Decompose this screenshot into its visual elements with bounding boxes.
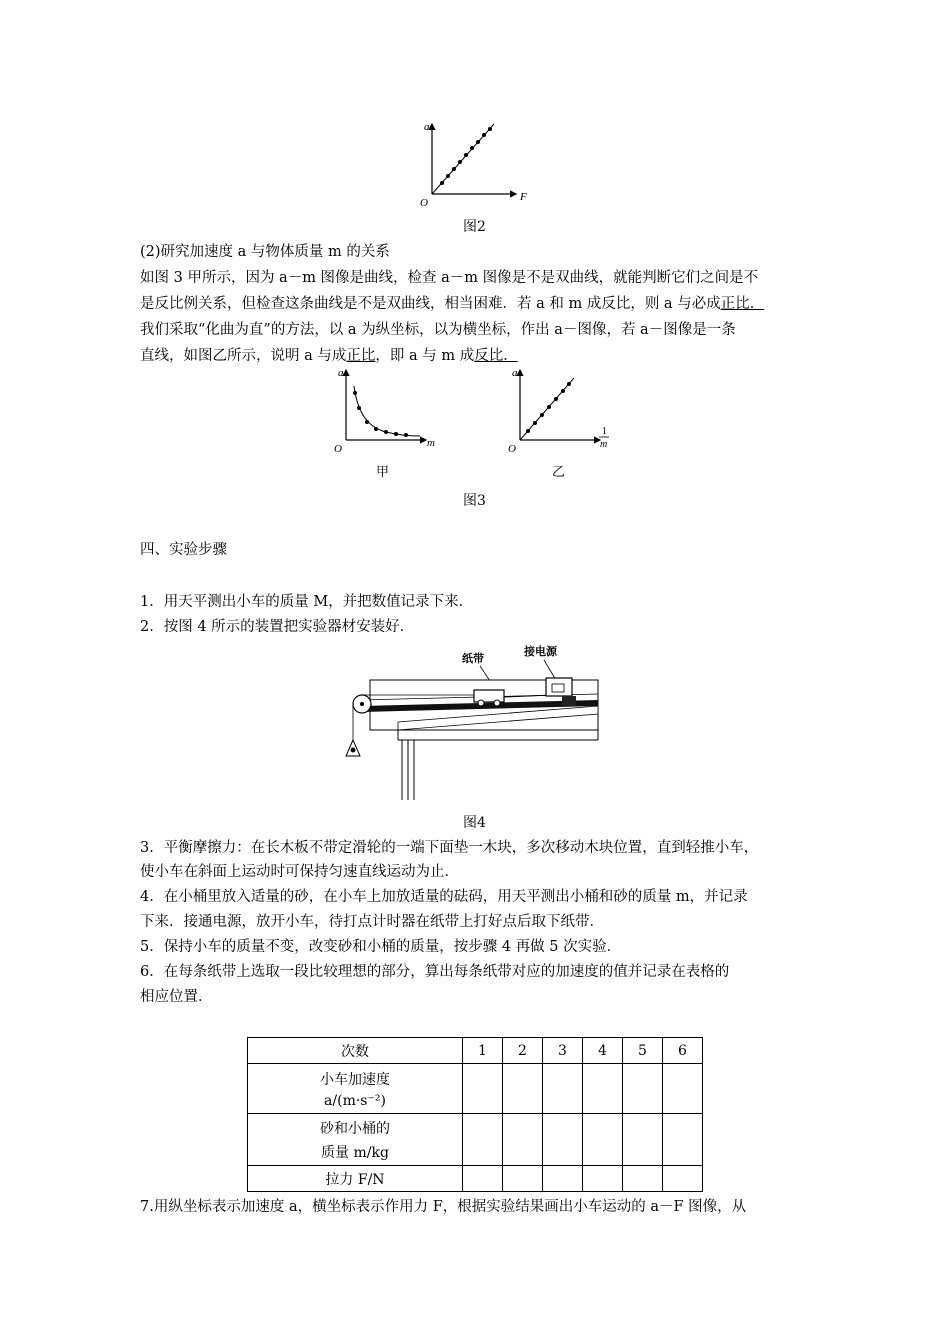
table-cell[interactable]: [543, 1064, 583, 1114]
figure-2-graph: [410, 118, 540, 210]
section-2-line-2: [140, 294, 764, 314]
table-cell[interactable]: [503, 1064, 543, 1114]
table-cell[interactable]: [503, 1166, 543, 1192]
figure-2-caption: 图2: [463, 219, 486, 235]
table-row: [248, 1038, 703, 1064]
fig2-x-label: F: [520, 191, 527, 203]
table-cell[interactable]: [663, 1064, 703, 1114]
table-header-count: 次数: [248, 1038, 463, 1064]
fig4-label-power: 接电源: [524, 646, 557, 658]
fig3-left-origin-label: O: [334, 443, 342, 455]
step-3-line-2: 使小车在斜面上运动时可保持匀速直线运动为止．: [140, 864, 459, 880]
fig3-left-y-label: a: [338, 367, 344, 379]
table-cell[interactable]: [543, 1166, 583, 1192]
figure-4-apparatus: [340, 640, 610, 805]
section-2-line-3: 我们采取“化曲为直”的方法，以 a 为纵坐标，以为横坐标，作出 a－图像，若 a－图像是一条: [140, 322, 736, 338]
table-cell[interactable]: [583, 1064, 623, 1114]
step-4-line-2: 下来．接通电源，放开小车，待打点计时器在纸带上打好点后取下纸带．: [140, 914, 604, 930]
table-cell[interactable]: [463, 1114, 503, 1166]
table-cell[interactable]: [583, 1114, 623, 1166]
fig3-left-x-label: m: [427, 437, 435, 449]
fig2-y-label: a: [424, 121, 430, 133]
table-col-6: 6: [663, 1038, 703, 1064]
step-6-line-2: 相应位置．: [140, 989, 213, 1005]
section-2-line-4-text: 直线，如图乙所示，说明 a 与成: [140, 348, 347, 364]
table-row-mass-label: [248, 1114, 463, 1166]
step-4-line-1: 4．在小桶里放入适量的砂，在小车上加放适量的砝码，用天平测出小桶和砂的质量 m，并记录: [140, 889, 748, 905]
figure-3-caption: 图3: [463, 493, 486, 509]
section-2-line-4-mid: ，即 a 与 m 成: [375, 348, 475, 364]
figure-3-left-graph: [330, 364, 442, 458]
section-2-heading: (2)研究加速度 a 与物体质量 m 的关系: [140, 244, 390, 260]
section-2-line-2-text: 是反比例关系，但检查这条曲线是不是双曲线，相当困难．若 a 和 m 成反比，则 a 与必成: [140, 296, 721, 312]
table-col-2: 2: [503, 1038, 543, 1064]
table-cell[interactable]: [503, 1114, 543, 1166]
table-col-5: 5: [623, 1038, 663, 1064]
step-3-line-1: 3．平衡摩擦力：在长木板不带定滑轮的一端下面垫一木块，多次移动木块位置，直到轻推小车，: [140, 840, 759, 856]
table-row-acceleration-line-1: 小车加速度: [320, 1071, 390, 1088]
table-col-3: 3: [543, 1038, 583, 1064]
fig2-origin-label: O: [420, 197, 428, 209]
table-cell[interactable]: [623, 1166, 663, 1192]
step-2: 2．按图 4 所示的装置把实验器材安装好．: [140, 619, 415, 635]
table-row-acceleration-line-2: a/(m·s⁻²): [324, 1092, 386, 1109]
fig3-left-sublabel: 甲: [376, 465, 390, 480]
fig3-right-y-label: a: [512, 367, 518, 379]
section-2-line-4: [140, 346, 518, 366]
table-cell[interactable]: [663, 1166, 703, 1192]
table-row: [248, 1064, 703, 1114]
table-cell[interactable]: [463, 1166, 503, 1192]
table-col-4: 4: [583, 1038, 623, 1064]
table-row-mass-line-1: 砂和小桶的: [320, 1120, 390, 1137]
fig4-label-tape: 纸带: [462, 653, 484, 665]
section-2-answer-1: 正比．: [720, 296, 765, 312]
section-2-answer-3: 反比．: [474, 348, 518, 364]
data-table: [247, 1037, 703, 1192]
table-cell[interactable]: [623, 1114, 663, 1166]
table-cell[interactable]: [623, 1064, 663, 1114]
table-col-1: 1: [463, 1038, 503, 1064]
section-2-answer-2: 正比: [346, 348, 376, 364]
table-cell[interactable]: [583, 1166, 623, 1192]
table-row: [248, 1166, 703, 1192]
table-row-force-label: 拉力 F/N: [248, 1166, 463, 1192]
table-cell[interactable]: [663, 1114, 703, 1166]
fig3-right-x-denominator: m: [600, 439, 608, 450]
step-5: 5．保持小车的质量不变，改变砂和小桶的质量，按步骤 4 再做 5 次实验．: [140, 939, 622, 955]
fig3-right-sublabel: 乙: [552, 465, 566, 480]
section-2-line-1: 如图 3 甲所示，因为 a－m 图像是曲线，检查 a－m 图像是不是双曲线，就能判断它们之间是不: [140, 270, 759, 286]
fig3-right-x-numerator: 1: [602, 426, 607, 437]
section-4-heading: 四、实验步骤: [140, 542, 227, 558]
step-6-line-1: 6．在每条纸带上选取一段比较理想的部分，算出每条纸带对应的加速度的值并记录在表格的: [140, 964, 730, 980]
step-1: 1．用天平测出小车的质量 M，并把数值记录下来．: [140, 594, 474, 610]
table-row: [248, 1114, 703, 1166]
table-row-acceleration-label: [248, 1064, 463, 1114]
table-row-mass-line-2: 质量 m/kg: [321, 1144, 389, 1161]
table-cell[interactable]: [463, 1064, 503, 1114]
step-7: 7.用纵坐标表示加速度 a，横坐标表示作用力 F，根据实验结果画出小车运动的 a－F 图像，从: [140, 1199, 747, 1215]
fig3-right-origin-label: O: [508, 443, 516, 455]
table-cell[interactable]: [543, 1114, 583, 1166]
figure-3-right-graph: [504, 364, 616, 458]
figure-4-caption: 图4: [463, 815, 486, 831]
